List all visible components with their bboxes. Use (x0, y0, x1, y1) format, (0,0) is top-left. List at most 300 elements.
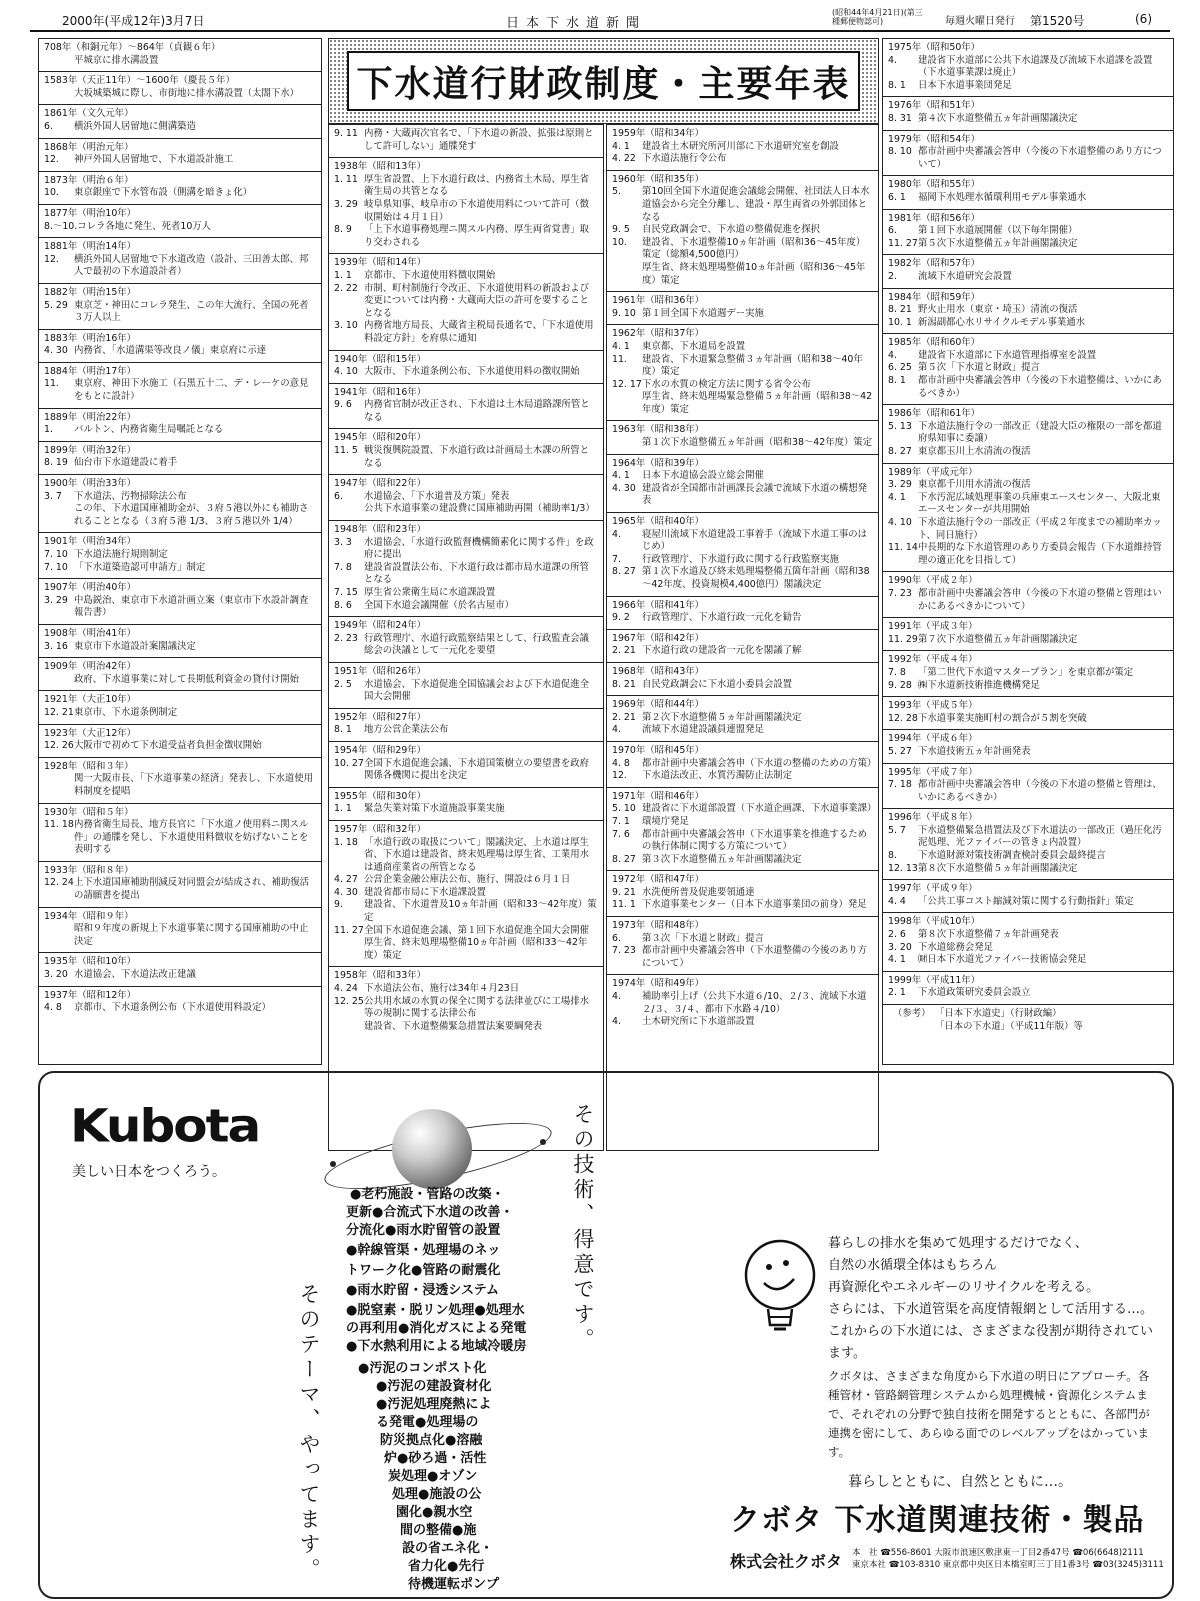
event-date: 10. 1 (888, 316, 912, 328)
timeline-entry (607, 696, 878, 742)
timeline-event (44, 1002, 316, 1015)
timeline-event (612, 224, 873, 237)
timeline-event (888, 850, 1168, 863)
event-text: 都市計画中央審議会答申（下水道事業を推進するための執行体制に関する方策について） (642, 828, 868, 853)
event-text: 第４次下水道整備五ヵ年計画閣議決定 (918, 112, 1078, 124)
event-text: 建設省土木研究所河川部に下水道研究室を創設 (642, 140, 839, 152)
era-heading: 1948年（昭和23年） (334, 524, 427, 536)
logo-tagline: 美しい日本をつくろう。 (72, 1164, 226, 1180)
timeline-entry (329, 429, 603, 475)
timeline-event (888, 896, 1168, 909)
event-date: 8. (888, 850, 897, 862)
title-frame (347, 51, 860, 111)
era-heading: 1994年（平成６年） (888, 733, 978, 745)
era-heading: 1933年（昭和８年） (44, 864, 134, 876)
era-heading: 1969年（昭和44年） (612, 699, 705, 711)
event-date: 9. 6 (334, 399, 352, 411)
timeline-entry (607, 292, 878, 325)
ad-copy-body: クボタは、さまざまな角度から下水道の明日にアプローチ。各種管材・管路網管理システムから処理機械・資源化システムまで、それぞれの分野で独自技術を開発するとともに、各部門が連携を密にして、あらゆる面でのレベルアップをはかっています。 (828, 1369, 1150, 1459)
timeline-event (334, 399, 598, 424)
event-text: 全国下水道促進会議、第１回下水道促進全国大会開催 (364, 924, 590, 936)
timeline-event (612, 991, 873, 1016)
feature-line: る発電●処理場の (376, 1415, 479, 1430)
timeline-entry (607, 597, 878, 630)
era-heading: 1965年（昭和40年） (612, 516, 705, 528)
era-heading: 1583年（天正11年）～1600年（慶長５年） (44, 75, 235, 87)
event-text: 水道協会、「水道行政監督機構簡素化に関する件」を政府に提出 (364, 536, 594, 561)
timeline-entry (883, 913, 1173, 971)
timeline-event (334, 874, 598, 887)
address-tokyo: 東京本社 ☎103-8310 東京都中央区日本橋室町三丁目1番3号 ☎03(3245)3111 (852, 1560, 1164, 1570)
address-osaka: 本 社 ☎556-8601 大阪市浪速区敷津東一丁目2番47号 ☎06(6648)2111 (852, 1548, 1144, 1558)
event-date: 4. 27 (334, 874, 358, 886)
timeline-event (334, 679, 598, 704)
timeline-entry (39, 72, 321, 105)
timeline-event (334, 283, 598, 321)
event-text: 神戸外国人居留地で、下水道設計施工 (74, 154, 234, 166)
era-heading: 1982年（昭和57年） (888, 258, 981, 270)
era-heading: 1949年（昭和24年） (334, 620, 427, 632)
event-text: 新潟副都心水リサイクルモデル事業通水 (918, 316, 1085, 328)
event-date: 4. (888, 349, 897, 361)
event-text: 「第二世代下水道マスタープラン」を東京都が策定 (918, 666, 1134, 678)
timeline-event (612, 679, 873, 692)
event-text: 都市計画中央審議会答申（今後の下水道整備のあり方について） (918, 146, 1162, 170)
event-date: 4. 30 (334, 886, 358, 898)
event-text: 厚生省、終末処理場緊急整備５ヵ年計画（昭和38～42年度）策定 (642, 391, 873, 415)
timeline-entry (883, 880, 1173, 913)
event-date: 12. (612, 770, 627, 782)
event-text: 下水道法施行令の一部改正（平成２年度までの補助率カット、同日施行） (918, 517, 1162, 541)
event-text: 建設省、下水道普及10ヵ年計画（昭和33～42年度）策定 (364, 899, 597, 924)
timeline-event (612, 887, 873, 900)
timeline-event (888, 667, 1168, 680)
event-text: 日本下水道協会設立総会開催 (642, 470, 764, 482)
event-text: 建設省、下水道整備緊急措置法案要綱発表 (364, 1020, 543, 1032)
timeline-entry (883, 255, 1173, 288)
slogan-technology: その技術、得意です。 (571, 1103, 595, 1353)
event-text: 自民党政調会で、下水道の整備促進を探択 (642, 224, 820, 236)
event-text: 厚生省、終末処理場整備10ヵ年計画（昭和36～45年度）策定 (642, 261, 866, 286)
timeline-event (334, 983, 598, 996)
event-date: 4. (612, 991, 621, 1003)
event-date: 6. (44, 120, 53, 132)
feature-line: 分流化●雨水貯留管の設置 (346, 1223, 501, 1238)
timeline-event (334, 503, 598, 516)
timeline-entry (39, 862, 321, 908)
event-date: 9. 21 (612, 886, 636, 898)
era-heading: 1881年（明治14年） (44, 241, 137, 253)
timeline-entry (39, 330, 321, 363)
timeline-entry (329, 384, 603, 430)
timeline-event (612, 829, 873, 854)
feature-line: 更新●合流式下水道の改善・ (346, 1205, 514, 1220)
era-heading: 1966年（昭和41年） (612, 599, 705, 611)
event-date: 7. 23 (612, 945, 636, 957)
timeline-event (334, 925, 598, 938)
timeline-event (612, 354, 873, 379)
event-date: 12. 26 (44, 740, 74, 752)
event-text: 大阪市、下水道条例公布、下水道使用料の徴収開始 (364, 366, 580, 378)
timeline-event (888, 362, 1168, 375)
timeline-event (612, 237, 873, 262)
timeline-entry (39, 953, 321, 986)
event-date: 7. 10 (44, 561, 68, 573)
event-text: 市制、町村制施行令改正、下水道使用料の新設および変更については内務・大蔵両大臣の許可を要することとなる (364, 282, 590, 319)
event-text: 下水道法施行規則制定 (74, 549, 168, 560)
timeline-entry (883, 464, 1173, 573)
timeline-event (334, 320, 598, 345)
timeline-entry (883, 289, 1173, 335)
timeline-event (612, 141, 873, 154)
timeline-event (612, 945, 873, 970)
event-date: 1. 1 (334, 269, 352, 281)
timeline-entry (39, 39, 321, 72)
event-text: 下水の水質の検定方法に関する省令公布 (642, 378, 811, 390)
timeline-entry (607, 325, 878, 421)
timeline-event (612, 816, 873, 829)
event-date: 1. 1 (334, 803, 352, 815)
feature-title-box (328, 38, 879, 124)
event-date: 11. 5 (334, 445, 358, 457)
event-date: 4. 10 (334, 366, 358, 378)
postal-registration: (昭和44年4月21日)(第三種郵便物認可) (832, 8, 923, 26)
event-date (44, 55, 74, 68)
orbit-dot-icon (540, 1139, 546, 1145)
timeline-event (44, 378, 316, 403)
event-text: 下水道整備緊急措置法及び下水道法の一部改正（過圧化汚泥処理、光ファイバーの管きょ内設置） (918, 824, 1162, 849)
brand-headline: クボタ 下水道関連技術・製品 (730, 1503, 1145, 1538)
feature-line: ●雨水貯留・浸透システム (346, 1283, 500, 1298)
event-text: 大坂城築城に際し、市街地に排水溝設置（太閤下水） (74, 87, 300, 99)
copy-line: 再資源化やエネルギーのリサイクルを考える。 (828, 1280, 1100, 1295)
event-text: この年、下水道国庫補助金が、３府５港以外にも補助されることとなる（３府５港 1/3、３府５港以外 1/4） (74, 503, 309, 527)
event-text: 岐阜県知事、岐阜市の下水道使用料について許可（徴収開始は４月１日） (364, 198, 589, 223)
event-text: 第７次下水道整備五ヵ年計画閣議決定 (918, 633, 1078, 645)
event-date: 4. 10 (888, 517, 912, 528)
timeline-entry (39, 139, 321, 172)
era-heading: 1989年（平成元年） (888, 466, 978, 478)
event-text: 流域下水道建設議員連盟発足 (642, 724, 764, 736)
timeline-entry (883, 809, 1173, 880)
timeline-event (612, 933, 873, 946)
timeline-entry (39, 442, 321, 475)
era-heading: 1960年（昭和35年） (612, 173, 705, 185)
timeline-entry (883, 618, 1173, 651)
timeline-entry (329, 475, 603, 521)
era-heading: 1963年（昭和38年） (612, 424, 705, 436)
event-text: 第１回全国下水道週デー実施 (642, 307, 764, 319)
event-date: 11. 14 (888, 542, 918, 554)
feature-line: 設の省エネ化・ (402, 1541, 494, 1556)
era-heading: 1951年（昭和26年） (334, 665, 427, 677)
event-date: 6. (888, 225, 897, 237)
publication-frequency: 毎週火曜日発行 (945, 16, 1015, 27)
issue-date: 2000年(平成12年)3月7日 (62, 14, 205, 28)
era-heading: 1861年（文久元年） (44, 108, 134, 120)
reference-line-2 (893, 1021, 1168, 1034)
timeline-event (334, 270, 598, 283)
timeline-event (888, 113, 1168, 126)
event-date: 3. 29 (888, 479, 912, 491)
timeline-event (334, 837, 598, 875)
event-text: 下水道事業実施町村の割合が５割を突破 (918, 712, 1087, 724)
event-text: ㈶日本下水道光ファイバー技術協会発足 (918, 954, 1087, 966)
event-date: 8. 6 (334, 599, 352, 611)
timeline-event (612, 724, 873, 737)
timeline-entry (607, 125, 878, 171)
timeline-entry (329, 821, 603, 968)
event-date: 11. 27 (334, 924, 364, 936)
timeline-event (612, 645, 873, 658)
timeline-event (612, 554, 873, 567)
feature-line: 炭処理●オゾン (388, 1469, 478, 1484)
timeline-event (44, 674, 316, 687)
event-date: 9. 11 (334, 128, 358, 139)
event-date: 6. (612, 932, 621, 944)
event-date: 2. 23 (334, 632, 358, 644)
era-heading: 1991年（平成３年） (888, 621, 978, 633)
era-heading: 1959年（昭和34年） (612, 128, 705, 139)
event-text: 水道協会、下水道促進全国協議会および下水道促進全国大会開催 (364, 678, 590, 703)
event-date (612, 437, 642, 450)
globe-sphere-icon (392, 1109, 472, 1189)
era-heading: 1979年（昭和54年） (888, 133, 981, 145)
event-text: 地方公営企業法公布 (364, 724, 449, 736)
event-text: 環境庁発足 (642, 815, 689, 827)
timeline-event (612, 379, 873, 392)
event-text: 行政管理庁、下水道行政に関する行政監察実施 (642, 553, 839, 565)
event-text: 東京市下水道設計案閣議決定 (74, 640, 196, 652)
feature-line: ●下水熱利用による地域冷暖房 (346, 1339, 527, 1354)
timeline-event (44, 969, 316, 982)
event-text: 横浜外国人居留地に側溝築造 (74, 120, 196, 132)
event-date: 8. 1 (888, 79, 906, 91)
event-date: 5. (612, 186, 621, 198)
event-text: 下水道法施行令公布 (642, 153, 727, 165)
company-name: 株式会社クボタ (730, 1552, 843, 1571)
timeline-event (612, 483, 873, 508)
event-date: 8. 27 (888, 446, 912, 458)
event-date: 5. 29 (44, 299, 68, 311)
event-date (44, 674, 74, 687)
timeline-entry (883, 764, 1173, 810)
timeline-entry (39, 363, 321, 409)
feature-line: 炉●砂ろ過・活性 (384, 1451, 487, 1466)
event-date: 8. 31 (888, 112, 912, 124)
event-date: 8. 10 (888, 146, 912, 158)
event-date: 8. 1 (888, 375, 906, 387)
event-text: 建設省に下水道部設置（下水道企画課、下水道事業課） (642, 803, 877, 815)
event-date: 7. 10 (44, 549, 68, 560)
event-text: 都市計画中央審議会答申（下水道の整備のための方策） (642, 757, 877, 769)
event-text: 下水道法公布、施行は34年４月23日 (364, 983, 520, 995)
event-text: 厚生省設置、上下水道行政は、内務省土木局、厚生省衛生局の共管となる (364, 173, 590, 198)
copy-line: さらには、下水道管渠を高度情報網として活用する…。 (828, 1302, 1154, 1317)
era-heading: 1937年（昭和12年） (44, 989, 137, 1001)
timeline-event (888, 588, 1168, 613)
event-date: 4. (612, 1016, 621, 1028)
event-date: 8. 21 (612, 678, 636, 690)
timeline-entry (329, 254, 603, 350)
event-date: 9. 5 (612, 224, 630, 236)
event-text: 都市計画中央審議会答申（今後の下水道の整備と管理は、いかにあるべきか） (918, 779, 1162, 803)
event-date: 12. (44, 253, 59, 265)
era-heading: 1957年（昭和32年） (334, 823, 427, 835)
timeline-event (888, 542, 1168, 567)
event-text: 戦災復興院設置、下水道行政は計画局土木課の所管となる (364, 445, 590, 469)
event-date: 4. 8 (44, 1002, 62, 1014)
timeline-event (334, 128, 598, 153)
timeline-entry (39, 238, 321, 284)
event-text: 下水道政策研究委員会設立 (918, 987, 1031, 999)
era-heading: 1934年（昭和９年） (44, 910, 134, 922)
event-date: 10. 27 (334, 757, 364, 769)
timeline-event (888, 954, 1168, 967)
event-date: 11. 27 (888, 237, 918, 249)
event-text: 下水道事業センター（日本下水道事業団の前身）発足 (642, 899, 867, 911)
event-text: 「上下水道事務処理ニ関スル内務、厚生両省覚書」取り交わされる (364, 224, 590, 248)
timeline-entry (607, 788, 878, 872)
era-heading: 1995年（平成７年） (888, 766, 978, 778)
event-date: 11. (612, 353, 627, 365)
event-date: 11. 1 (612, 899, 636, 911)
references (883, 1004, 1173, 1037)
timeline-entry (607, 871, 878, 917)
timeline-event (888, 421, 1168, 446)
timeline-event (44, 88, 316, 101)
event-date: 7. 18 (888, 779, 912, 791)
era-heading: 1974年（昭和49年） (612, 978, 705, 990)
era-heading: 1899年（明治32年） (44, 444, 137, 456)
timeline-event (612, 437, 873, 450)
timeline-entry (39, 105, 321, 138)
timeline-event (334, 537, 598, 562)
event-text: 政府、下水道事業に対して長期低利資金の貸付け開始 (74, 673, 300, 685)
timeline-entry (329, 125, 603, 158)
era-heading: 1889年（明治22年） (44, 411, 137, 423)
event-date: 2. 21 (612, 711, 636, 723)
timeline-event (612, 899, 873, 912)
event-date: 12. 17 (612, 378, 642, 390)
reference-line-1 (893, 1008, 1168, 1021)
timeline-event (888, 350, 1168, 363)
event-date: 7. 15 (334, 587, 358, 598)
era-heading: 1923年（大正12年） (44, 727, 137, 739)
page-number: (6) (1135, 12, 1152, 26)
event-date: 4. (612, 528, 621, 540)
timeline-event (334, 803, 598, 816)
event-text: 公共用水域の水質の保全に関する法律並びに工場排水等の規制に関する法律公布 (364, 995, 590, 1020)
timeline-event (44, 503, 316, 528)
event-text: 福岡下水処理水循環利用モデル事業通水 (918, 191, 1087, 203)
era-heading: 1961年（昭和36年） (612, 295, 705, 307)
event-date: 9. 10 (612, 307, 636, 319)
event-date: 1. (44, 424, 53, 436)
timeline-event (334, 199, 598, 224)
timeline-entry (329, 742, 603, 788)
slogan-theme: そのテーマ、やってます。 (297, 1283, 321, 1583)
timeline-entry (883, 97, 1173, 130)
event-text: 建設省、下水道整備10ヵ年計画（昭和36～45年度）策定（総額4,500億円） (642, 236, 866, 261)
era-heading: 1967年（昭和42年） (612, 632, 705, 644)
event-text: 「公共工事コスト縮減対策に関する行動指針」策定 (918, 895, 1134, 907)
event-date: 11. 18 (44, 819, 74, 831)
timeline-entry (39, 908, 321, 954)
event-text: 下水道総務会発足 (918, 941, 994, 953)
event-text: 東京都玉川上水清流の復活 (918, 446, 1031, 458)
issue-number: 第1520号 (1030, 14, 1085, 28)
timeline-event (888, 479, 1168, 492)
timeline-event (334, 887, 598, 900)
event-date: 11. 29 (888, 633, 918, 645)
era-heading: 1900年（明治33年） (44, 478, 137, 490)
timeline-entry (607, 663, 878, 696)
event-date: 6. (334, 490, 343, 502)
era-heading: 1947年（昭和22年） (334, 478, 427, 490)
event-date (44, 923, 74, 948)
timeline-event (888, 225, 1168, 238)
timeline-event (334, 899, 598, 924)
event-text: 「下水道築造認可申請方」制定 (74, 561, 206, 573)
event-text: 第３次下水道整備五ヵ年計画閣議決定 (642, 853, 802, 865)
event-date: 12. 21 (44, 706, 74, 718)
era-heading: 1964年（昭和39年） (612, 457, 705, 469)
era-heading: 1980年（昭和55年） (888, 179, 981, 191)
timeline-event (44, 707, 316, 720)
event-text: 第８次下水道整備５ヵ年計画閣議決定 (918, 862, 1078, 874)
era-heading: 1877年（明治10年） (44, 207, 137, 219)
era-heading: 1909年（明治42年） (44, 661, 137, 673)
event-date (334, 503, 364, 516)
timeline-entry (39, 205, 321, 238)
company-addresses (852, 1547, 1164, 1571)
timeline-event (888, 779, 1168, 804)
event-text: 東京都千川用水清流の復活 (918, 479, 1031, 491)
event-date: 3. 20 (888, 941, 912, 953)
timeline-entry (329, 617, 603, 663)
event-date: 6. 1 (888, 191, 906, 203)
timeline-event (44, 549, 316, 562)
era-heading: 1940年（昭和15年） (334, 353, 427, 365)
timeline-event (44, 595, 316, 620)
timeline-event (44, 562, 316, 575)
timeline-event (888, 446, 1168, 459)
timeline-event (44, 641, 316, 654)
event-date: 5. 13 (888, 420, 912, 432)
event-text: 第１次下水道整備五ヵ年計画（昭和38～42年度）策定 (642, 437, 873, 449)
event-text: 行政管理庁、水道行政監察結果として、行政監査会議総会の決議として一元化を要望 (364, 632, 589, 657)
event-text: 第５次下水道整備五ヵ年計画閣議決定 (918, 237, 1078, 249)
event-date: 4. 30 (612, 482, 636, 494)
event-text: 下水道財源対策技術調査検討委員会最終提言 (918, 850, 1106, 862)
era-heading: 1992年（平成４年） (888, 654, 978, 666)
timeline-entry (607, 513, 878, 597)
feature-title: 下水道行財政制度・主要年表 (356, 62, 851, 105)
timeline-event (888, 987, 1168, 1000)
event-date: 7. (612, 553, 621, 565)
event-date: 10. (612, 236, 627, 248)
timeline-event (888, 192, 1168, 205)
timeline-event (888, 929, 1168, 942)
timeline-entry (607, 742, 878, 788)
newspaper-name: 日本下水道新聞 (506, 16, 647, 31)
event-text: 下水道法施行令の一部改正（建設大臣の権限の一部を都道府県知事に委譲） (918, 420, 1162, 445)
event-date: 12. 13 (888, 862, 918, 874)
timeline-entry (329, 709, 603, 742)
feature-line: ●汚泥のコンポスト化 (358, 1361, 487, 1376)
timeline-event (888, 80, 1168, 93)
